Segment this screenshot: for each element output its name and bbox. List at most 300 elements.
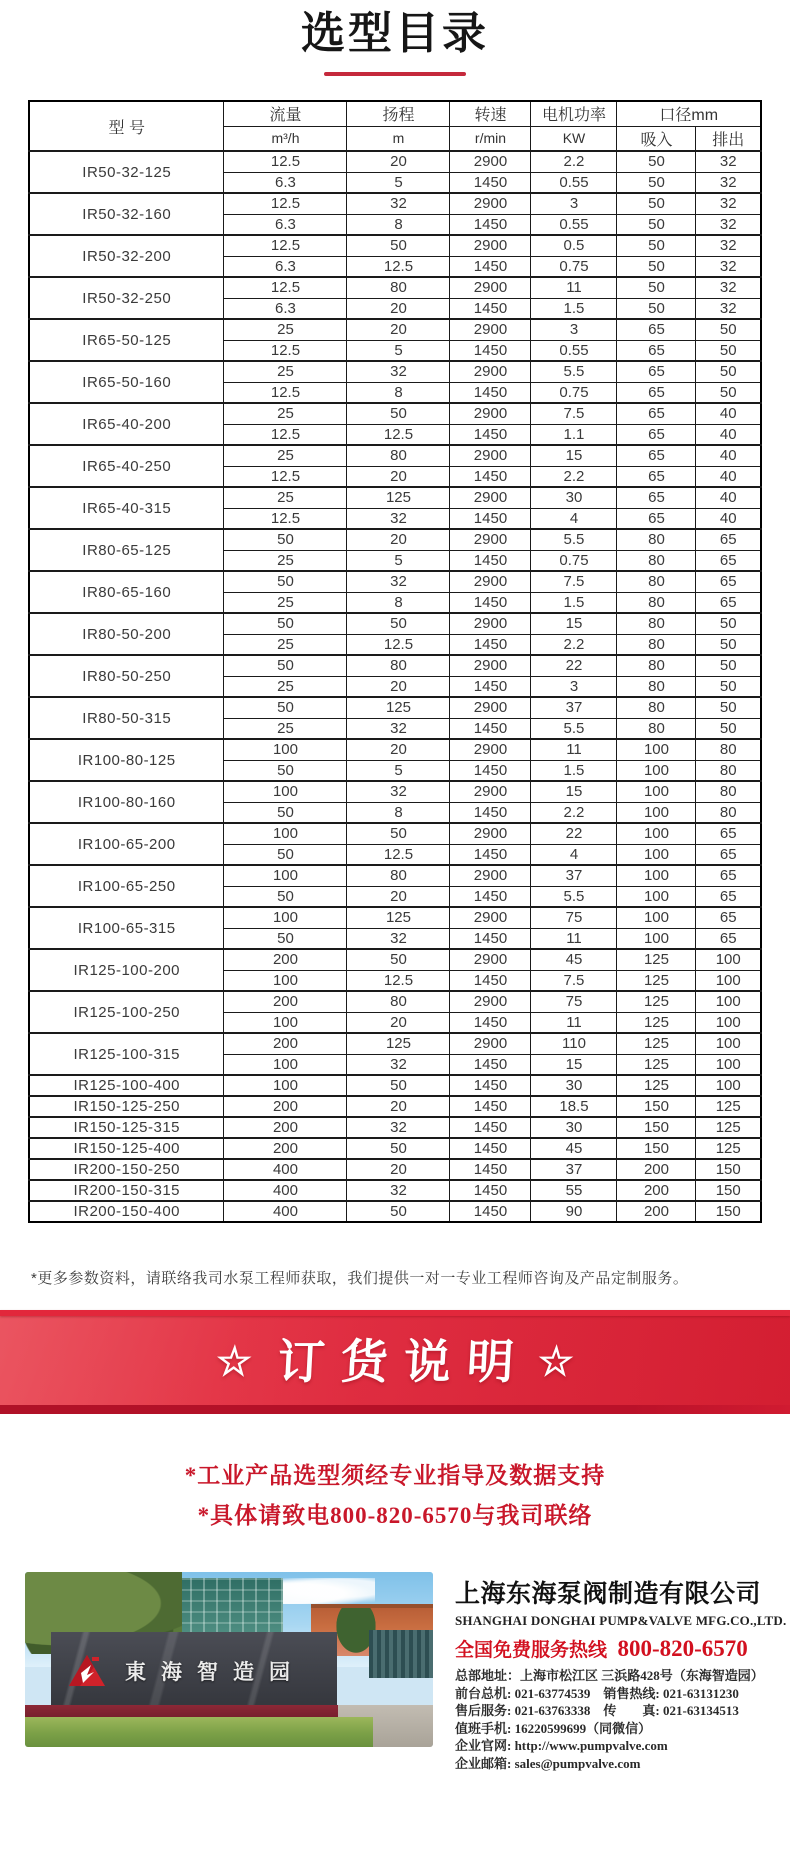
spec-cell: 50 [696,634,761,655]
spec-cell: 200 [617,1180,696,1201]
col-unit-speed: r/min [450,126,531,151]
spec-cell: 40 [696,445,761,466]
spec-cell: 12.5 [224,193,347,214]
spec-cell: 45 [531,949,617,970]
spec-cell: 32 [347,1117,450,1138]
spec-cell: 2900 [450,361,531,382]
col-unit-power: KW [531,126,617,151]
spec-cell: 80 [617,571,696,592]
spec-cell: 50 [224,844,347,865]
spec-cell: 32 [696,256,761,277]
spec-cell: 30 [531,487,617,508]
spec-cell: 32 [696,214,761,235]
spec-cell: 15 [531,781,617,802]
col-header-diameter: 口径mm [617,101,761,126]
spec-cell: 3 [531,319,617,340]
spec-cell: 100 [224,865,347,886]
model-cell: IR100-65-250 [29,865,224,907]
spec-cell: 100 [617,802,696,823]
spec-cell: 25 [224,718,347,739]
spec-cell: 20 [347,298,450,319]
table-row [29,949,761,970]
spec-cell: 125 [617,949,696,970]
table-row [29,529,761,550]
spec-cell: 50 [224,697,347,718]
table-row [29,865,761,886]
model-cell: IR65-40-200 [29,403,224,445]
spec-cell: 50 [696,382,761,403]
spec-cell: 100 [617,886,696,907]
table-row [29,655,761,676]
spec-cell: 32 [696,151,761,172]
table-row [29,1117,761,1138]
spec-cell: 110 [531,1033,617,1054]
spec-cell: 50 [617,172,696,193]
table-row [29,487,761,508]
spec-cell: 2900 [450,781,531,802]
spec-cell: 2900 [450,319,531,340]
model-cell: IR150-125-400 [29,1138,224,1159]
spec-cell: 2900 [450,865,531,886]
spec-cell: 2900 [450,823,531,844]
spec-cell: 1450 [450,760,531,781]
spec-cell: 25 [224,403,347,424]
model-cell: IR125-100-400 [29,1075,224,1096]
spec-cell: 0.75 [531,382,617,403]
spec-cell: 2900 [450,445,531,466]
spec-cell: 150 [617,1117,696,1138]
selection-notice [0,1456,790,1536]
spec-cell: 50 [347,1201,450,1222]
spec-cell: 1450 [450,424,531,445]
spec-cell: 32 [347,361,450,382]
model-cell: IR50-32-125 [29,151,224,193]
spec-cell: 3 [531,193,617,214]
spec-cell: 150 [696,1201,761,1222]
spec-cell: 1450 [450,1075,531,1096]
spec-cell: 200 [224,1096,347,1117]
spec-cell: 1450 [450,928,531,949]
spec-cell: 4 [531,844,617,865]
spec-cell: 1450 [450,676,531,697]
spec-cell: 50 [224,571,347,592]
contact-line: 总部地址：上海市松江区 三浜路428号（东海智造园） [455,1668,764,1683]
spec-cell: 65 [617,382,696,403]
spec-cell: 5.5 [531,529,617,550]
spec-cell: 125 [617,1012,696,1033]
spec-cell: 50 [347,1075,450,1096]
model-cell: IR50-32-250 [29,277,224,319]
spec-cell: 5.5 [531,718,617,739]
spec-cell: 80 [617,634,696,655]
spec-cell: 37 [531,697,617,718]
spec-cell: 80 [347,277,450,298]
spec-cell: 125 [347,487,450,508]
col-unit-head: m [347,126,450,151]
spec-cell: 1450 [450,172,531,193]
spec-cell: 1450 [450,1012,531,1033]
spec-cell: 100 [224,970,347,991]
spec-cell: 200 [224,1117,347,1138]
spec-cell: 400 [224,1159,347,1180]
spec-cell: 65 [617,340,696,361]
spec-cell: 25 [224,361,347,382]
spec-cell: 32 [347,781,450,802]
table-row [29,991,761,1012]
table-row [29,445,761,466]
spec-cell: 125 [696,1096,761,1117]
spec-cell: 2900 [450,949,531,970]
spec-cell: 2900 [450,571,531,592]
spec-cell: 100 [617,907,696,928]
spec-cell: 1450 [450,1159,531,1180]
spec-cell: 55 [531,1180,617,1201]
model-cell: IR200-150-315 [29,1180,224,1201]
spec-cell: 125 [617,1075,696,1096]
table-row [29,151,761,172]
spec-cell: 125 [617,970,696,991]
spec-cell: 80 [347,991,450,1012]
spec-cell: 100 [224,907,347,928]
spec-cell: 25 [224,487,347,508]
spec-cell: 11 [531,739,617,760]
donghai-logo-icon [67,1653,107,1689]
spec-cell: 37 [531,1159,617,1180]
model-cell: IR150-125-315 [29,1117,224,1138]
spec-cell: 100 [224,739,347,760]
spec-cell: 25 [224,445,347,466]
spec-cell: 100 [696,1075,761,1096]
spec-cell: 50 [347,823,450,844]
table-row [29,823,761,844]
spec-table-body [29,151,761,1222]
spec-cell: 100 [224,1012,347,1033]
model-cell: IR100-65-315 [29,907,224,949]
spec-cell: 80 [347,655,450,676]
spec-cell: 2.2 [531,466,617,487]
spec-cell: 12.5 [224,235,347,256]
spec-cell: 50 [617,235,696,256]
factory-photo [25,1572,433,1747]
spec-cell: 2900 [450,613,531,634]
notice-line-1: *工业产品选型须经专业指导及数据支持 [184,1463,606,1488]
table-row [29,907,761,928]
spec-cell: 150 [617,1096,696,1117]
spec-cell: 50 [224,928,347,949]
spec-cell: 50 [696,655,761,676]
spec-cell: 200 [617,1201,696,1222]
table-row [29,697,761,718]
spec-cell: 50 [224,655,347,676]
spec-cell: 1450 [450,1180,531,1201]
spec-cell: 65 [696,550,761,571]
star-icon: ☆ [214,1340,254,1384]
contact-line: 企业邮箱: sales@pumpvalve.com [455,1755,641,1771]
spec-cell: 6.3 [224,172,347,193]
spec-cell: 7.5 [531,403,617,424]
spec-cell: 32 [696,277,761,298]
spec-cell: 1450 [450,886,531,907]
spec-cell: 65 [617,361,696,382]
spec-cell: 65 [617,466,696,487]
table-row [29,235,761,256]
table-row [29,361,761,382]
spec-cell: 1450 [450,802,531,823]
spec-cell: 80 [696,760,761,781]
spec-cell: 12.5 [224,277,347,298]
spec-cell: 65 [617,508,696,529]
spec-cell: 32 [347,193,450,214]
spec-cell: 1.5 [531,592,617,613]
spec-cell: 5.5 [531,361,617,382]
hotline-number: 800-820-6570 [617,1636,748,1661]
spec-cell: 32 [347,928,450,949]
spec-cell: 32 [696,298,761,319]
spec-cell: 50 [224,760,347,781]
table-row [29,193,761,214]
table-row [29,1138,761,1159]
spec-cell: 65 [617,403,696,424]
spec-cell: 2.2 [531,151,617,172]
spec-cell: 65 [696,592,761,613]
spec-cell: 6.3 [224,298,347,319]
spec-cell: 1450 [450,214,531,235]
spec-cell: 50 [696,676,761,697]
spec-cell: 50 [696,361,761,382]
spec-cell: 5.5 [531,886,617,907]
table-row [29,403,761,424]
spec-cell: 50 [617,298,696,319]
spec-cell: 45 [531,1138,617,1159]
spec-cell: 25 [224,550,347,571]
spec-cell: 8 [347,382,450,403]
spec-cell: 12.5 [224,508,347,529]
spec-cell: 50 [224,529,347,550]
table-row [29,1075,761,1096]
spec-cell: 11 [531,928,617,949]
spec-cell: 150 [696,1159,761,1180]
banner-title: 订货说明 [276,1335,532,1388]
spec-cell: 50 [617,214,696,235]
spec-cell: 25 [224,676,347,697]
company-name-cn: 上海东海泵阀制造有限公司 [455,1580,762,1608]
spec-cell: 15 [531,1054,617,1075]
col-header-head: 扬程 [347,101,450,126]
table-row [29,781,761,802]
spec-cell: 0.55 [531,340,617,361]
spec-cell: 2900 [450,697,531,718]
page-header [0,0,790,76]
spec-cell: 125 [617,991,696,1012]
spec-cell: 125 [347,1033,450,1054]
spec-cell: 200 [224,949,347,970]
spec-cell: 5 [347,760,450,781]
spec-cell: 2.2 [531,802,617,823]
spec-cell: 65 [617,319,696,340]
spec-cell: 50 [696,697,761,718]
model-cell: IR80-65-125 [29,529,224,571]
col-header-discharge: 排出 [696,126,761,151]
table-row [29,277,761,298]
spec-cell: 15 [531,613,617,634]
spec-cell: 65 [696,823,761,844]
spec-cell: 1450 [450,550,531,571]
spec-cell: 100 [224,781,347,802]
spec-cell: 125 [347,697,450,718]
spec-cell: 32 [696,172,761,193]
spec-cell: 100 [617,865,696,886]
spec-cell: 65 [696,529,761,550]
table-row [29,1033,761,1054]
spec-cell: 80 [347,445,450,466]
spec-cell: 32 [347,571,450,592]
spec-cell: 100 [617,928,696,949]
spec-cell: 5 [347,550,450,571]
spec-cell: 1450 [450,340,531,361]
spec-cell: 40 [696,403,761,424]
spec-cell: 1450 [450,718,531,739]
model-cell: IR100-80-125 [29,739,224,781]
spec-cell: 2900 [450,403,531,424]
spec-cell: 20 [347,466,450,487]
spec-cell: 80 [617,655,696,676]
spec-cell: 2.2 [531,634,617,655]
spec-cell: 18.5 [531,1096,617,1117]
spec-cell: 20 [347,1096,450,1117]
spec-cell: 12.5 [224,424,347,445]
model-cell: IR50-32-200 [29,235,224,277]
spec-cell: 75 [531,991,617,1012]
spec-cell: 1450 [450,634,531,655]
spec-cell: 50 [347,613,450,634]
spec-cell: 100 [617,739,696,760]
spec-cell: 22 [531,655,617,676]
star-icon: ☆ [536,1340,576,1384]
spec-cell: 150 [696,1180,761,1201]
contact-lines [455,1667,775,1772]
spec-cell: 50 [224,886,347,907]
spec-cell: 80 [617,613,696,634]
spec-cell: 65 [696,928,761,949]
spec-cell: 1450 [450,1117,531,1138]
spec-cell: 80 [696,781,761,802]
table-row [29,1201,761,1222]
spec-cell: 12.5 [224,151,347,172]
spec-cell: 1.1 [531,424,617,445]
spec-cell: 32 [696,193,761,214]
table-row [29,739,761,760]
spec-cell: 12.5 [224,340,347,361]
spec-cell: 8 [347,802,450,823]
spec-cell: 1.5 [531,760,617,781]
spec-cell: 1450 [450,592,531,613]
spec-cell: 50 [224,613,347,634]
spec-cell: 50 [696,718,761,739]
spec-cell: 12.5 [224,382,347,403]
spec-cell: 65 [617,445,696,466]
spec-cell: 1450 [450,1096,531,1117]
spec-cell: 50 [617,277,696,298]
spec-cell: 25 [224,319,347,340]
spec-cell: 100 [696,949,761,970]
spec-cell: 100 [696,1054,761,1075]
page-title: 选型目录 [301,9,489,58]
spec-cell: 0.5 [531,235,617,256]
table-row [29,613,761,634]
spec-cell: 65 [696,571,761,592]
spec-cell: 1450 [450,1054,531,1075]
spec-cell: 100 [617,823,696,844]
spec-cell: 40 [696,508,761,529]
spec-cell: 100 [696,1012,761,1033]
contact-line: 售后服务: 021-63763338 传 真: 021-63134513 [455,1703,739,1718]
spec-cell: 1450 [450,1201,531,1222]
contact-line: 前台总机: 021-63774539 销售热线: 021-63131230 [455,1685,739,1701]
spec-cell: 2900 [450,739,531,760]
spec-cell: 20 [347,886,450,907]
company-info [455,1572,787,1772]
spec-cell: 80 [617,529,696,550]
photo-sign-wall [51,1632,337,1710]
service-hotline [455,1635,775,1662]
spec-cell: 100 [617,760,696,781]
spec-cell: 0.75 [531,550,617,571]
spec-cell: 100 [696,991,761,1012]
spec-cell: 2900 [450,277,531,298]
spec-cell: 65 [696,886,761,907]
spec-cell: 80 [617,697,696,718]
spec-cell: 1450 [450,1138,531,1159]
spec-cell: 200 [224,991,347,1012]
spec-cell: 20 [347,1159,450,1180]
model-cell: IR200-150-400 [29,1201,224,1222]
order-notes-banner [0,1310,790,1414]
spec-cell: 1450 [450,298,531,319]
table-row [29,1096,761,1117]
spec-cell: 80 [696,802,761,823]
spec-cell: 50 [347,1138,450,1159]
model-cell: IR80-50-315 [29,697,224,739]
spec-cell: 4 [531,508,617,529]
spec-cell: 50 [347,403,450,424]
spec-cell: 15 [531,445,617,466]
spec-cell: 32 [347,1054,450,1075]
col-unit-flow: m³/h [224,126,347,151]
spec-cell: 50 [617,151,696,172]
col-header-speed: 转速 [450,101,531,126]
model-cell: IR65-40-315 [29,487,224,529]
spec-cell: 200 [224,1033,347,1054]
spec-cell: 80 [617,550,696,571]
spec-cell: 100 [224,1054,347,1075]
spec-cell: 200 [617,1159,696,1180]
model-cell: IR65-50-125 [29,319,224,361]
spec-cell: 125 [617,1054,696,1075]
sign-text: 東海智造园 [125,1661,305,1684]
spec-cell: 25 [224,634,347,655]
spec-cell: 20 [347,151,450,172]
model-cell: IR65-50-160 [29,361,224,403]
spec-cell: 1450 [450,256,531,277]
spec-cell: 20 [347,676,450,697]
spec-cell: 32 [347,718,450,739]
spec-cell: 150 [617,1138,696,1159]
spec-cell: 40 [696,424,761,445]
spec-cell: 32 [347,508,450,529]
spec-cell: 125 [617,1033,696,1054]
model-cell: IR100-80-160 [29,781,224,823]
spec-cell: 20 [347,1012,450,1033]
